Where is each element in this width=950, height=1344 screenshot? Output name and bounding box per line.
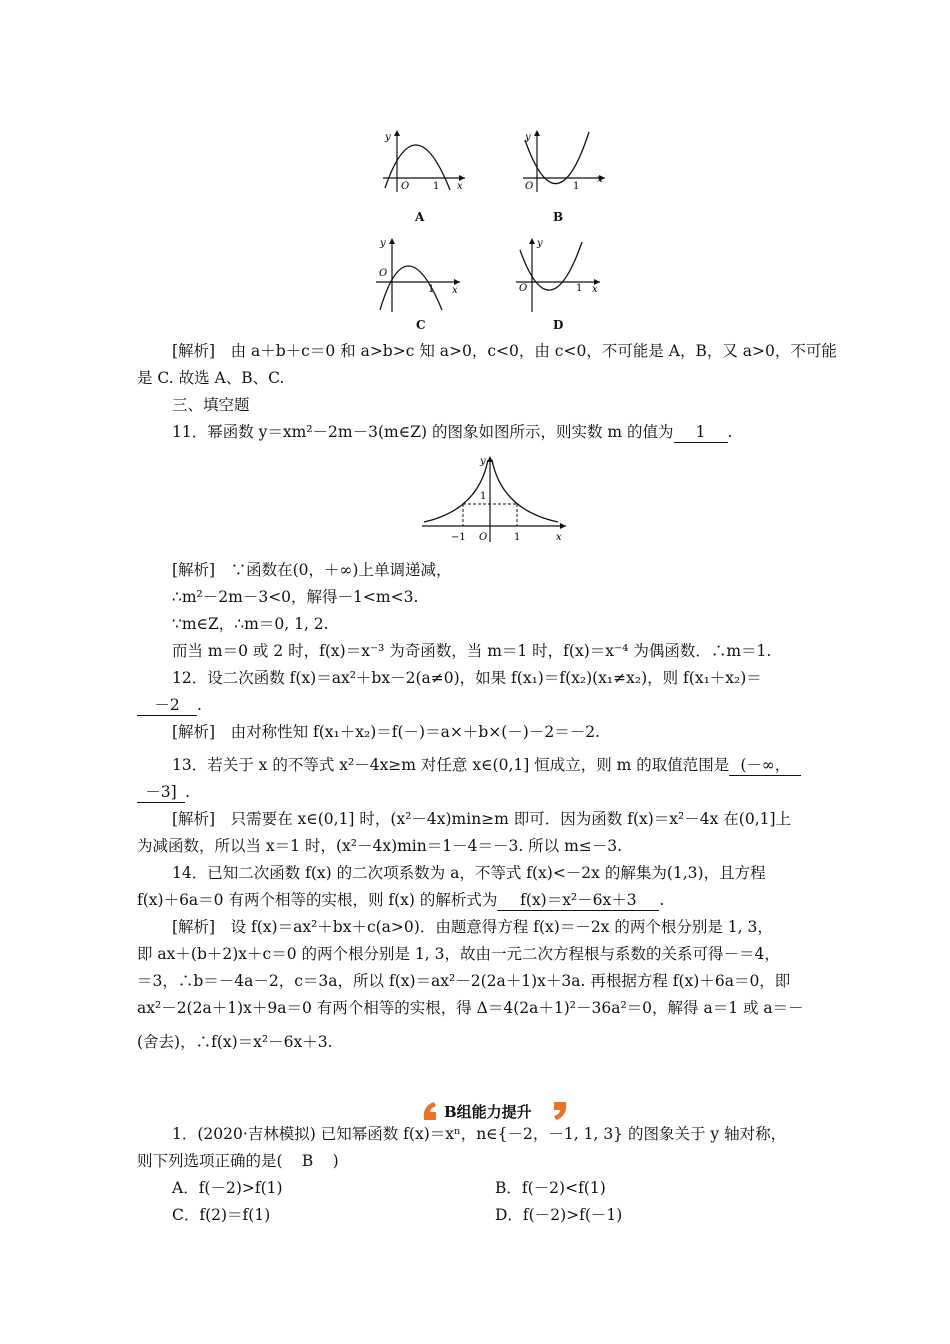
question-13-end: . xyxy=(185,783,190,801)
solution-13-line-2: 为减函数，所以当 x＝1 时，(x²－4x)min＝1－4＝－3. 所以 m≤－3. xyxy=(137,837,623,855)
origin-label: O xyxy=(379,268,388,279)
question-13-text: 13．若关于 x 的不等式 x²－4x≥m 对任意 x∈(0,1] 恒成立，则 m 的取值范围是 xyxy=(172,756,730,774)
caption-d: D xyxy=(553,318,564,332)
left-quote-icon xyxy=(424,1102,436,1120)
graph-c xyxy=(370,234,465,314)
b-question-1-text: 则下列选项正确的是( xyxy=(137,1152,283,1170)
caption-c: C xyxy=(416,318,426,332)
one-label: 1 xyxy=(573,181,580,192)
y-label: y xyxy=(380,238,386,249)
one-label: 1 xyxy=(433,181,440,192)
y-label: y xyxy=(537,238,543,249)
y-label: y xyxy=(480,456,486,467)
option-c: C．f(2)＝f(1) xyxy=(172,1206,271,1224)
question-13-answer-part-2: －3] xyxy=(137,782,185,803)
question-11-text: 11．幂函数 y＝xm²－2m－3(m∈Z) 的图象如图所示，则实数 m 的值为 xyxy=(172,423,674,441)
solution-14-line-5: (舍去)，∴f(x)＝x²－6x＋3. xyxy=(137,1033,333,1051)
question-12-line-2 xyxy=(137,695,202,716)
x-label: x xyxy=(457,181,463,192)
question-14-text: f(x)＋6a＝0 有两个相等的实根，则 f(x) 的解析式为 xyxy=(137,891,498,909)
origin-label: O xyxy=(401,181,410,192)
question-14-end: . xyxy=(659,891,665,909)
solution-10-line-1: [解析] 由 a＋b＋c＝0 和 a>b>c 知 a>0，c<0，由 c<0，不可能是 A，B，又 a>0，不可能 xyxy=(172,342,837,360)
question-14-line-2 xyxy=(137,890,664,911)
question-12-end: . xyxy=(197,696,202,714)
origin-label: O xyxy=(519,283,528,294)
one-x-label: 1 xyxy=(514,532,521,543)
b-question-1-answer: B xyxy=(301,1152,314,1170)
y-label: y xyxy=(525,132,531,143)
neg-one-label: −1 xyxy=(451,532,466,543)
x-label: x xyxy=(452,285,458,296)
one-label: 1 xyxy=(428,284,435,295)
solution-14-line-4: ax²－2(2a＋1)x＋9a＝0 有两个相等的实根，得 Δ＝4(2a＋1)²－36a²＝0，解得 a＝1 或 a＝－ xyxy=(137,999,804,1017)
question-13-answer-part-1: (－∞， xyxy=(729,755,801,776)
solution-12: [解析] 由对称性知 f(x₁＋x₂)＝f(－)＝a×＋b×(－)－2＝－2. xyxy=(172,723,600,741)
right-quote-icon xyxy=(554,1102,566,1120)
question-13-line-1 xyxy=(172,755,801,776)
x-label: x xyxy=(556,532,562,543)
question-11 xyxy=(172,422,732,443)
question-13-line-2 xyxy=(137,782,190,803)
option-a: A．f(－2)>f(1) xyxy=(172,1179,283,1197)
solution-11-line-4: 而当 m＝0 或 2 时，f(x)＝x⁻³ 为奇函数，当 m＝1 时，f(x)＝x⁻⁴ 为偶函数．∴m＝1. xyxy=(172,642,772,660)
question-14-line-1: 14．已知二次函数 f(x) 的二次项系数为 a，不等式 f(x)<－2x 的解集为(1,3)，且方程 xyxy=(172,864,766,882)
solution-13-line-1: [解析] 只需要在 x∈(0,1] 时，(x²－4x)min≥m 即可．因为函数 f(x)＝x²－4x 在(0,1]上 xyxy=(172,810,792,828)
solution-11-line-2: ∴m²－2m－3<0，解得－1<m<3. xyxy=(172,588,419,606)
solution-14-line-2: 即 ax＋(b＋2)x＋c＝0 的两个根分别是 1, 3，故由一元二次方程根与系数的关系可得－＝4， xyxy=(137,945,780,963)
section-heading: 三、填空题 xyxy=(172,396,250,414)
question-14-answer: f(x)＝x²－6x＋3 xyxy=(497,890,659,911)
solution-14-line-1: [解析] 设 f(x)＝ax²＋bx＋c(a>0)．由题意得方程 f(x)＝－2x 的两个根分别是 1, 3， xyxy=(172,918,773,936)
option-b: B．f(－2)<f(1) xyxy=(495,1179,606,1197)
one-label: 1 xyxy=(576,283,583,294)
graph-d xyxy=(510,234,605,314)
question-12-line-1: 12．设二次函数 f(x)＝ax²＋bx－2(a≠0)，如果 f(x₁)＝f(x₂)(x₁≠x₂)，则 f(x₁＋x₂)＝ xyxy=(172,669,762,687)
caption-a: A xyxy=(415,210,425,224)
question-12-answer: －2 xyxy=(137,695,197,716)
option-d: D．f(－2)>f(－1) xyxy=(495,1206,623,1224)
caption-b: B xyxy=(553,210,564,224)
origin-label: O xyxy=(525,181,534,192)
graph-b xyxy=(515,126,610,196)
one-y-label: 1 xyxy=(480,491,487,502)
b-question-1-end: ) xyxy=(332,1152,339,1170)
graph-power-function xyxy=(418,452,570,544)
y-label: y xyxy=(385,132,391,143)
solution-14-line-3: ＝3，∴b＝－4a－2，c＝3a，所以 f(x)＝ax²－2(2a＋1)x＋3a. 再根据方程 f(x)＋6a＝0，即 xyxy=(137,972,791,990)
b-question-1-line-1: 1．(2020·吉林模拟) 已知幂函数 f(x)＝xⁿ，n∈{－2，－1, 1, 3} 的图象关于 y 轴对称， xyxy=(172,1125,787,1143)
solution-11-line-1: [解析] ∵函数在(0，＋∞)上单调递减， xyxy=(172,561,452,579)
graph-a xyxy=(375,126,470,196)
b-question-1-line-2 xyxy=(137,1151,339,1171)
origin-label: O xyxy=(479,532,488,543)
question-11-end: . xyxy=(727,423,733,441)
section-banner-title: B组能力提升 xyxy=(444,1103,532,1121)
x-label: x xyxy=(592,284,598,295)
solution-10-line-2: 是 C. 故选 A、B、C. xyxy=(137,369,285,387)
question-11-answer: 1 xyxy=(674,422,728,443)
solution-11-line-3: ∵m∈Z，∴m＝0, 1, 2. xyxy=(172,615,329,633)
x-label: x xyxy=(597,174,603,185)
